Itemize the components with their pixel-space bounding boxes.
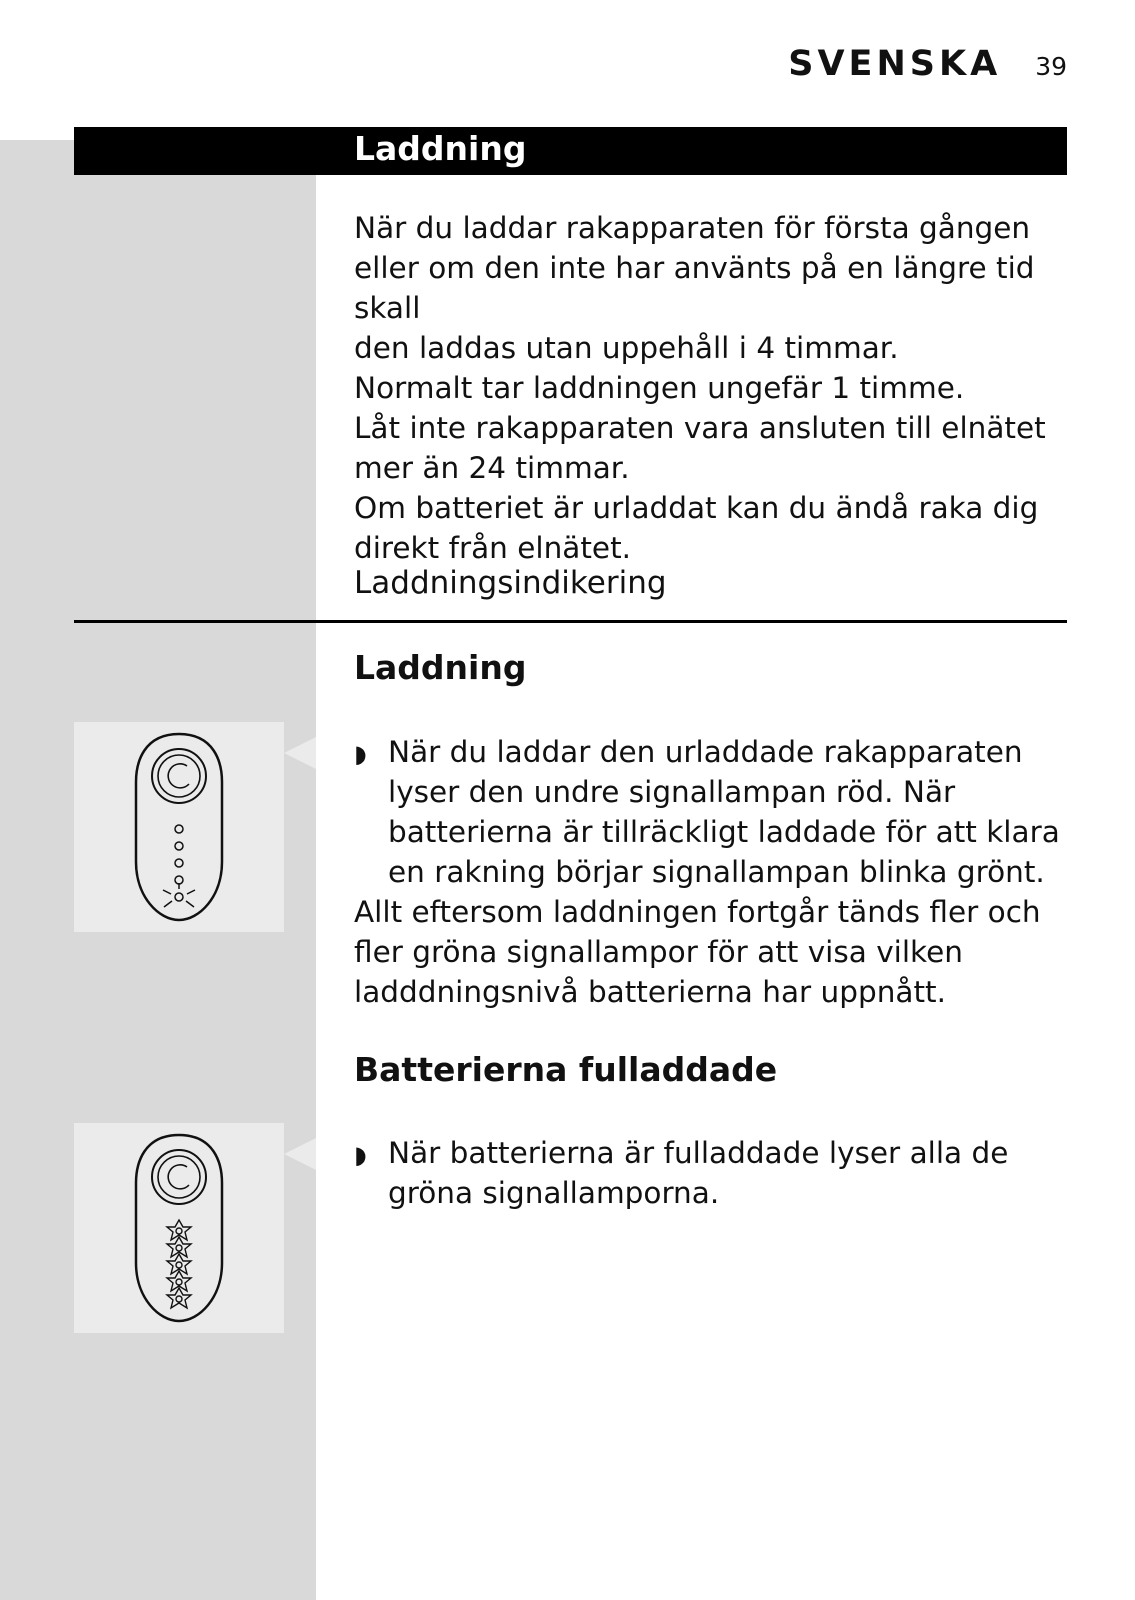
charging-followup [354, 892, 1074, 1012]
charging-illustration [74, 722, 284, 932]
bullet-line: batterierna är tillräckligt laddade för att klara [388, 815, 1060, 849]
bullet-line: en rakning börjar signallampan blinka grönt. [388, 855, 1045, 889]
page-title: Laddning [354, 129, 527, 168]
intro-paragraph [354, 208, 1074, 568]
bullet-line: lyser den undre signallampan röd. När [388, 775, 956, 809]
illustration-pointer [284, 1138, 316, 1170]
bullet-line: När du laddar den urladdade rakapparaten [388, 735, 1023, 769]
section-divider [74, 620, 1067, 623]
intro-line: eller om den inte har använts på en längre tid skall [354, 251, 1035, 325]
half-circle-bullet-icon: ◗ [354, 1141, 367, 1169]
followup-line: fler gröna signallampor för att visa vilken [354, 935, 963, 969]
intro-line: Om batteriet är urladdat kan du ändå raka dig [354, 491, 1039, 525]
illustration-pointer [284, 737, 316, 769]
full-charge-heading: Batterierna fulladdade [354, 1050, 778, 1089]
bullet-line: gröna signallamporna. [388, 1176, 720, 1210]
language-label: SVENSKA [788, 44, 1002, 84]
title-bar [74, 127, 1067, 175]
intro-line: Normalt tar laddningen ungefär 1 timme. [354, 371, 965, 405]
followup-line: Allt eftersom laddningen fortgår tänds fler och [354, 895, 1041, 929]
charging-bullet [354, 732, 1074, 1012]
section-title: Laddningsindikering [354, 565, 667, 601]
intro-line: direkt från elnätet. [354, 531, 632, 565]
page-header [788, 44, 1067, 84]
intro-line: När du laddar rakapparaten för första gången [354, 211, 1031, 245]
shaver-charging-icon [74, 722, 284, 932]
followup-line: ladddningsnivå batterierna har uppnått. [354, 975, 946, 1009]
intro-line: den laddas utan uppehåll i 4 timmar. [354, 331, 899, 365]
intro-line: Låt inte rakapparaten vara ansluten till elnätet [354, 411, 1046, 445]
charging-heading: Laddning [354, 648, 527, 687]
shaver-full-charge-icon [74, 1123, 284, 1333]
page-number: 39 [1035, 52, 1067, 81]
half-circle-bullet-icon: ◗ [354, 740, 367, 768]
bullet-line: När batterierna är fulladdade lyser alla de [388, 1136, 1009, 1170]
full-charge-illustration [74, 1123, 284, 1333]
full-charge-bullet [354, 1133, 1074, 1213]
intro-line: mer än 24 timmar. [354, 451, 630, 485]
